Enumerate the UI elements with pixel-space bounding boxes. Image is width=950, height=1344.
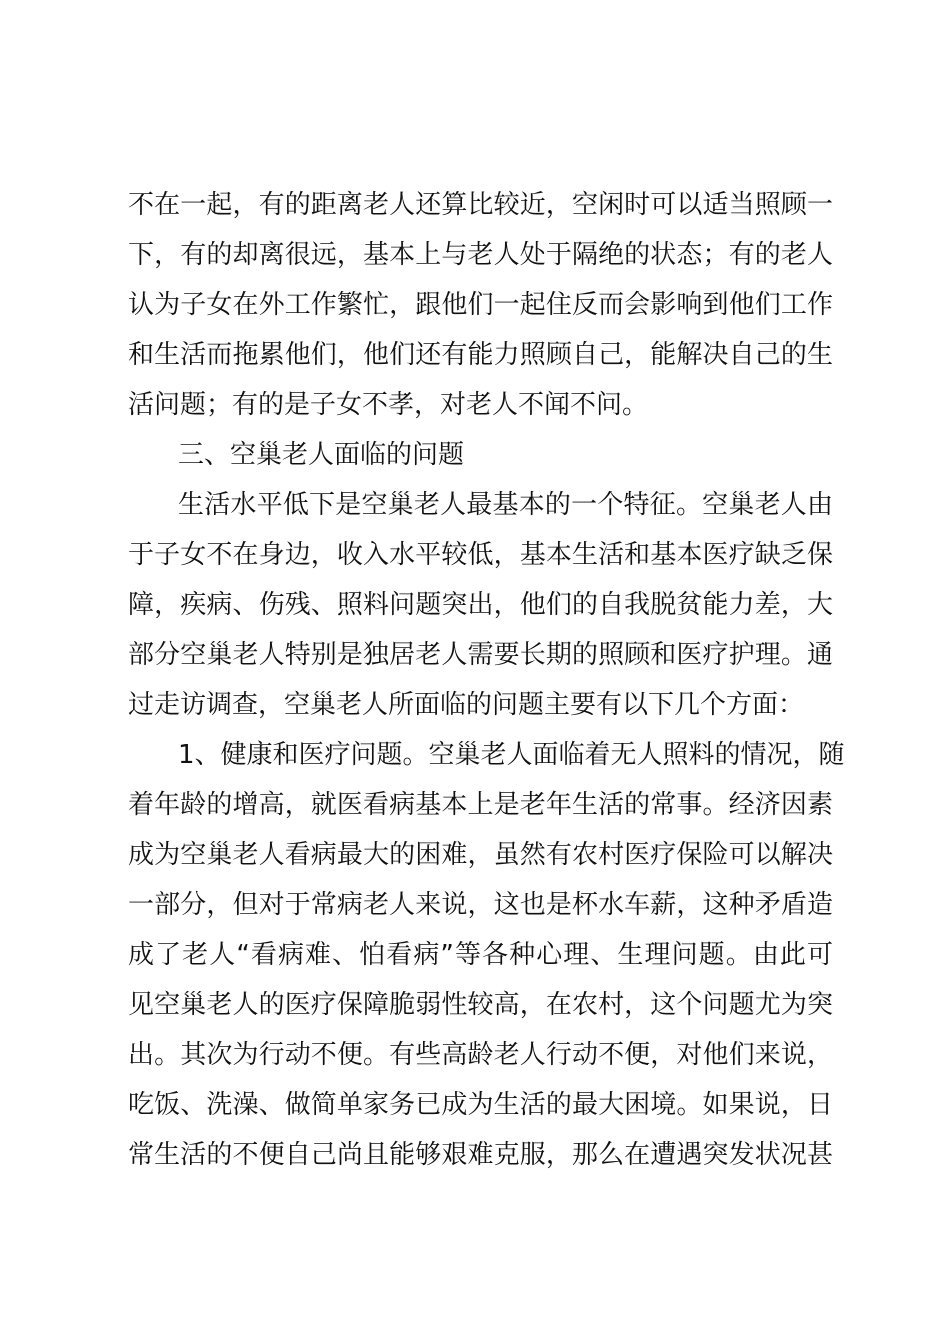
body-text-line: 着年龄的增高，就医看病基本上是老年生活的常事。经济因素 [128, 790, 833, 820]
body-text-line: 一部分，但对于常病老人来说，这也是杯水车薪，这种矛盾造 [128, 890, 833, 920]
body-text-line: 于子女不在身边，收入水平较低，基本生活和基本医疗缺乏保 [128, 540, 833, 570]
section-heading: 三、空巢老人面临的问题 [178, 440, 465, 470]
body-text-line: 和生活而拖累他们，他们还有能力照顾自己，能解决自己的生 [128, 340, 833, 370]
body-text-line: 成了老人“看病难、怕看病”等各种心理、生理问题。由此可 [128, 940, 833, 970]
body-text-line: 见空巢老人的医疗保障脆弱性较高，在农村，这个问题尤为突 [128, 990, 833, 1020]
body-text-line: 常生活的不便自己尚且能够艰难克服，那么在遭遇突发状况甚 [128, 1140, 833, 1170]
body-text-line: 出。其次为行动不便。有些高龄老人行动不便，对他们来说， [128, 1040, 833, 1070]
body-text-line: 障，疾病、伤残、照料问题突出，他们的自我脱贫能力差，大 [128, 590, 833, 620]
body-text-line: 活问题；有的是子女不孝，对老人不闻不问。 [128, 390, 649, 420]
body-text-line: 下，有的却离很远，基本上与老人处于隔绝的状态；有的老人 [128, 240, 833, 270]
body-text-line: 过走访调查，空巢老人所面临的问题主要有以下几个方面： [128, 690, 805, 720]
body-text-line: 吃饭、洗澡、做简单家务已成为生活的最大困境。如果说，日 [128, 1090, 833, 1120]
body-text-line: 部分空巢老人特别是独居老人需要长期的照顾和医疗护理。通 [128, 640, 833, 670]
body-text-line: 成为空巢老人看病最大的困难，虽然有农村医疗保险可以解决 [128, 840, 833, 870]
body-text-line: 1、健康和医疗问题。空巢老人面临着无人照料的情况，随 [178, 740, 845, 770]
body-text-line: 不在一起，有的距离老人还算比较近，空闲时可以适当照顾一 [128, 190, 833, 220]
body-text-line: 认为子女在外工作繁忙，跟他们一起住反而会影响到他们工作 [128, 290, 833, 320]
body-text-line: 生活水平低下是空巢老人最基本的一个特征。空巢老人由 [178, 490, 833, 520]
